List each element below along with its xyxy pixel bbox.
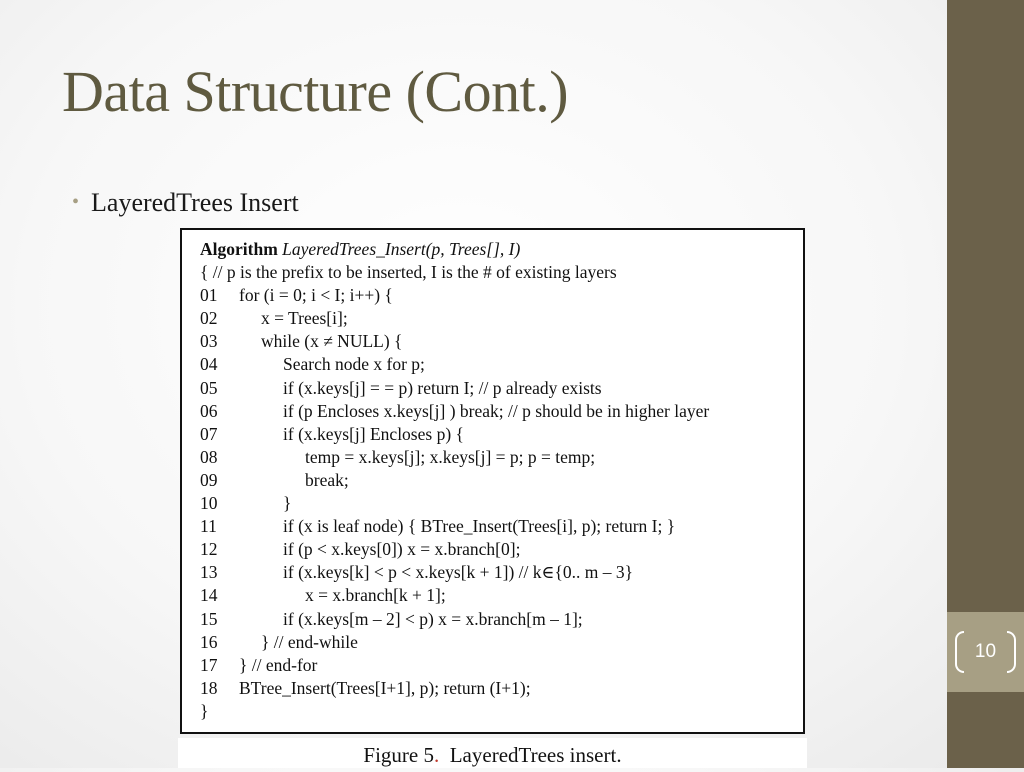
line-number: 13 xyxy=(200,562,218,583)
line-number: 06 xyxy=(200,400,218,421)
line-number: 11 xyxy=(200,516,217,537)
line-number: 03 xyxy=(200,331,218,352)
code-lines xyxy=(200,284,709,700)
line-number: 08 xyxy=(200,446,218,467)
code-line xyxy=(200,538,709,561)
line-code: } xyxy=(283,493,292,514)
line-number: 02 xyxy=(200,308,218,329)
line-number: 04 xyxy=(200,354,218,375)
slide-title: Data Structure (Cont.) xyxy=(62,59,569,124)
code-line xyxy=(200,400,709,423)
line-number: 01 xyxy=(200,285,218,306)
line-number: 10 xyxy=(200,493,218,514)
code-line xyxy=(200,353,709,376)
line-number: 17 xyxy=(200,654,218,675)
line-number: 14 xyxy=(200,585,218,606)
code-line xyxy=(200,377,709,400)
code-line xyxy=(200,561,709,584)
line-code: x = x.branch[k + 1]; xyxy=(305,585,446,606)
figure-caption xyxy=(178,738,807,768)
line-code: if (p < x.keys[0]) x = x.branch[0]; xyxy=(283,539,521,560)
algorithm-keyword: Algorithm xyxy=(200,239,278,259)
line-number: 16 xyxy=(200,631,218,652)
line-code: for (i = 0; i < I; i++) { xyxy=(239,285,393,306)
code-line xyxy=(200,330,709,353)
code-line xyxy=(200,423,709,446)
algorithm-signature: LayeredTrees_Insert(p, Trees[], I) xyxy=(282,239,521,259)
line-code: Search node x for p; xyxy=(283,354,425,375)
code-line xyxy=(200,492,709,515)
line-code: if (x is leaf node) { BTree_Insert(Trees[i], p); return I; } xyxy=(283,516,676,537)
algorithm-comment xyxy=(200,261,709,284)
line-code: while (x ≠ NULL) { xyxy=(261,331,403,352)
code-line xyxy=(200,469,709,492)
code-line xyxy=(200,284,709,307)
line-code: BTree_Insert(Trees[I+1], p); return (I+1); xyxy=(239,677,531,698)
line-code: if (x.keys[m – 2] < p) x = x.branch[m – 1]; xyxy=(283,608,583,629)
bullet-item xyxy=(72,188,299,218)
code-line xyxy=(200,307,709,330)
bullet-dot-icon: • xyxy=(72,191,80,213)
code-line xyxy=(200,584,709,607)
code-line xyxy=(200,515,709,538)
line-code: temp = x.keys[j]; x.keys[j] = p; p = temp; xyxy=(305,446,596,467)
caption-dot: . xyxy=(433,743,440,767)
line-number: 12 xyxy=(200,539,218,560)
comment-text: { // p is the prefix to be inserted, I is the # of existing layers xyxy=(200,262,617,283)
line-code: if (x.keys[j] Encloses p) { xyxy=(283,423,464,444)
algorithm-figure xyxy=(180,228,805,734)
algorithm-listing xyxy=(200,238,709,723)
code-line xyxy=(200,608,709,631)
line-code: x = Trees[i]; xyxy=(261,308,348,329)
caption-label: Figure 5 xyxy=(363,743,434,767)
line-code: } // end-for xyxy=(239,654,318,675)
code-line xyxy=(200,446,709,469)
page-number-box xyxy=(947,612,1024,692)
bullet-text: LayeredTrees Insert xyxy=(91,188,299,217)
caption-text: LayeredTrees insert. xyxy=(449,743,622,767)
code-line xyxy=(200,677,709,700)
line-code: break; xyxy=(305,469,349,490)
line-number: 05 xyxy=(200,377,218,398)
page-number: 10 xyxy=(974,641,997,662)
line-code: } // end-while xyxy=(261,631,358,652)
line-number: 15 xyxy=(200,608,218,629)
code-line xyxy=(200,631,709,654)
line-number: 18 xyxy=(200,677,218,698)
line-number: 07 xyxy=(200,423,218,444)
line-code: if (x.keys[j] = = p) return I; // p already exists xyxy=(283,377,602,398)
line-code: if (p Encloses x.keys[j] ) break; // p should be in higher layer xyxy=(283,400,710,421)
code-line xyxy=(200,654,709,677)
line-code: if (x.keys[k] < p < x.keys[k + 1]) // k∈{0.. m – 3} xyxy=(283,562,634,583)
closing-brace-text: } xyxy=(200,700,209,721)
line-number: 09 xyxy=(200,469,218,490)
closing-brace xyxy=(200,700,709,723)
algorithm-header xyxy=(200,238,709,261)
